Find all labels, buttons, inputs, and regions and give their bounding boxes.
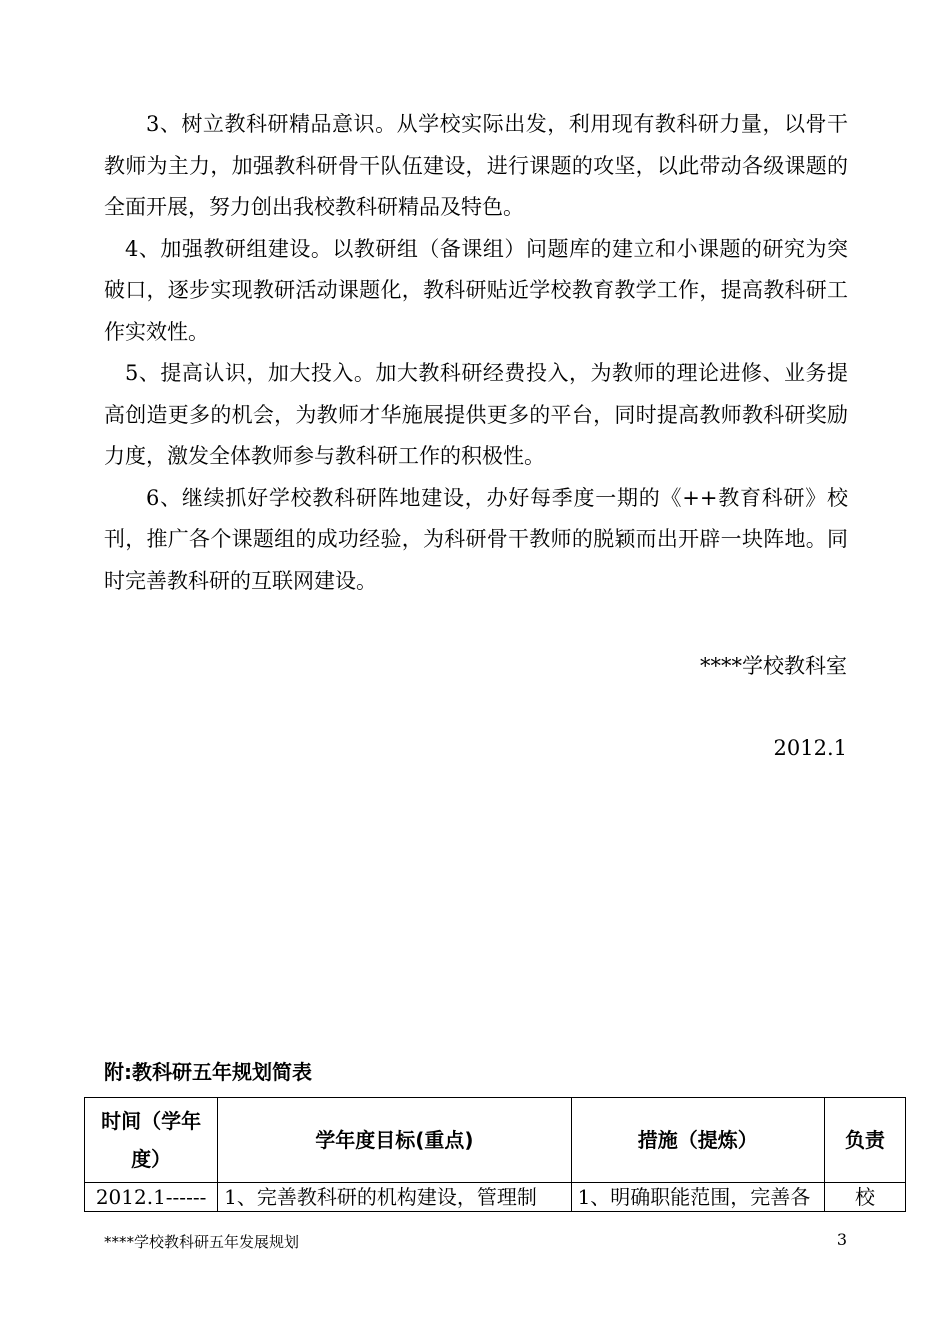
cell-responsible: 校 — [824, 1183, 905, 1212]
paragraph-4: 4、加强教研组建设。以教研组（备课组）问题库的建立和小课题的研究为突破口，逐步实现教研活动课题化，教科研贴近学校教育教学工作，提高教科研工作实效性。 — [104, 236, 848, 344]
signature-org: ****学校教科室 — [700, 654, 847, 678]
cell-goal: 1、完善教科研的机构建设，管理制 — [218, 1183, 571, 1212]
paragraph-3: 3、树立教科研精品意识。从学校实际出发，利用现有教科研力量，以骨干教师为主力，加强教科研骨干队伍建设，进行课题的攻坚，以此带动各级课题的全面开展，努力创出我校教科研精品及特色。 — [104, 112, 848, 219]
table-row — [85, 1183, 906, 1212]
header-time: 时间（学年度） — [85, 1098, 218, 1183]
cell-measures: 1、明确职能范围，完善各 — [571, 1183, 824, 1212]
signature-date: 2012.1 — [773, 736, 847, 760]
appendix-caption: 附:教科研五年规划简表 — [104, 1060, 312, 1084]
plan-table — [84, 1097, 906, 1212]
paragraph-6: 6、继续抓好学校教科研阵地建设，办好每季度一期的《++教育科研》校刊，推广各个课题组的成功经验，为科研骨干教师的脱颖而出开辟一块阵地。同时完善教科研的互联网建设。 — [104, 485, 848, 593]
header-responsible: 负责 — [824, 1098, 905, 1183]
paragraph-5: 5、提高认识，加大投入。加大教科研经费投入，为教师的理论进修、业务提高创造更多的机会，为教师才华施展提供更多的平台，同时提高教师教科研奖励力度，激发全体教师参与教科研工作的积极性。 — [104, 361, 848, 468]
body-text — [104, 104, 848, 602]
table-header-row — [85, 1098, 906, 1183]
header-measures: 措施（提炼） — [571, 1098, 824, 1183]
cell-time: 2012.1------ — [85, 1183, 218, 1212]
footer-doc-title: ****学校教科研五年发展规划 — [104, 1233, 300, 1251]
page-number: 3 — [836, 1230, 847, 1249]
header-goal: 学年度目标(重点) — [218, 1098, 571, 1183]
